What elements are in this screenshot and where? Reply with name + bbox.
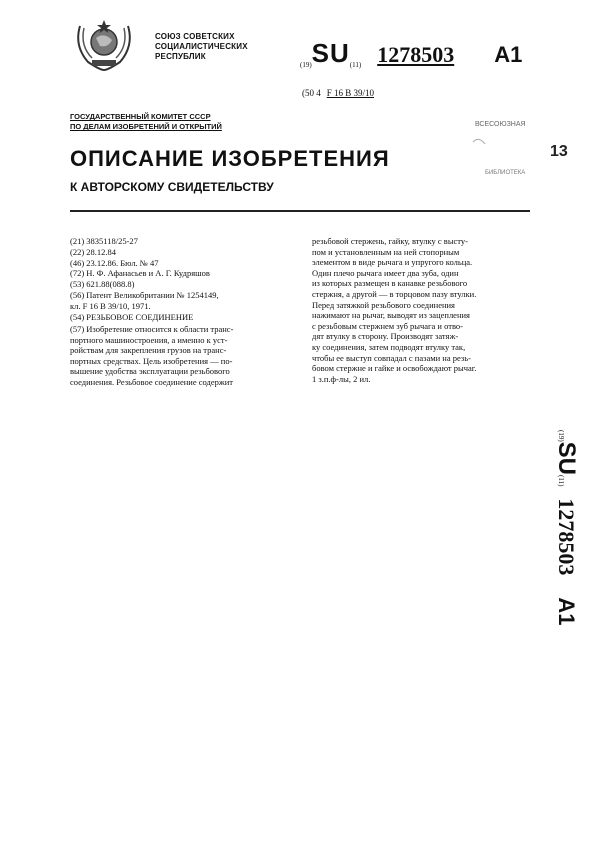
ipc-prefix: (50 4: [302, 88, 321, 98]
inid-code: (21): [70, 236, 85, 246]
side-publication-number: [540, 430, 580, 670]
stamp-number: 13: [550, 143, 568, 160]
inid-code: (54): [70, 311, 85, 322]
inid-code: (53): [70, 279, 85, 290]
biblio-row: [70, 279, 302, 290]
side-patent-number: 1278503: [554, 498, 579, 576]
country-name-line: СОЮЗ СОВЕТСКИХ: [155, 32, 235, 41]
abstract-line: стержня, а другой — в торцовом пазу втулки.: [312, 288, 477, 299]
abstract-line: Один плечо рычага имеет два зуба, один: [312, 267, 459, 278]
abstract-line: пом и установленным на ней стопорным: [312, 246, 460, 257]
abstract-right-column: [312, 236, 544, 384]
issuing-committee: [70, 112, 222, 132]
publication-number: [300, 38, 522, 72]
abstract-line: соединения. Резьбовое соединение содержит: [70, 376, 233, 387]
abstract-left-column: [70, 324, 302, 388]
country-name-line: СОЦИАЛИСТИЧЕСКИХ: [155, 42, 248, 51]
stamp-line-3: БИБЛИОТЕКА: [485, 170, 526, 176]
abstract-line: элементом в виде рычага и упругого кольца.: [312, 257, 473, 268]
biblio-value: 23.12.86. Бюл. № 47: [86, 257, 159, 268]
abstract-line: с резьбовым стержнем зуб рычага и отво-: [312, 320, 463, 331]
ussr-emblem: [70, 18, 138, 72]
biblio-row: [70, 236, 302, 247]
bibliographic-data: [70, 236, 302, 322]
inid-code-11: (11): [349, 61, 362, 69]
document-title: ОПИСАНИЕ ИЗОБРЕТЕНИЯ: [70, 146, 390, 171]
abstract-line: резьбовой стержень, гайку, втулку с высту-: [312, 236, 468, 246]
side-kind-code: A1: [554, 597, 579, 626]
biblio-value: Патент Великобритании № 1254149,: [86, 289, 219, 300]
biblio-row: [70, 290, 302, 301]
inid-code: (46): [70, 257, 85, 268]
side-country-code: SU: [553, 441, 580, 476]
committee-line: ГОСУДАРСТВЕННЫЙ КОМИТЕТ СССР: [70, 112, 211, 121]
library-stamp: [455, 112, 575, 182]
abstract-line: вышение удобства эксплуатации резьбового: [70, 366, 230, 377]
stamp-line-1: ВСЕСОЮЗНАЯ: [475, 121, 526, 128]
document-subtitle: К АВТОРСКОМУ СВИДЕТЕЛЬСТВУ: [70, 180, 274, 194]
committee-line: ПО ДЕЛАМ ИЗОБРЕТЕНИЙ И ОТКРЫТИЙ: [70, 122, 222, 131]
header-divider: [70, 210, 530, 212]
abstract-line: портного машиностроения, а именно к уст-: [70, 334, 228, 345]
abstract-line: бовом стержне и гайке и освобождают рычаг.: [312, 363, 477, 374]
abstract-line: ройствам для закрепления грузов на транс-: [70, 345, 227, 356]
ipc-classification: [302, 88, 374, 98]
biblio-value: Н. Ф. Афанасьев и А. Г. Кудряшов: [86, 268, 210, 279]
abstract-line: дят втулку в сторону. Производят затяж-: [312, 331, 459, 342]
abstract-line: нажимают на рычаг, выводят из зацепления: [312, 310, 470, 321]
biblio-value: 3835118/25-27: [86, 236, 138, 246]
biblio-row: [70, 258, 302, 269]
abstract-line: 1 з.п.ф-лы, 2 ил.: [312, 373, 371, 384]
inid-code: (56): [70, 289, 85, 300]
inid-code: (22): [70, 246, 85, 257]
biblio-row: [70, 247, 302, 258]
biblio-row: [70, 312, 302, 323]
biblio-value: 28.12.84: [86, 246, 117, 257]
ipc-class: F 16 B 39/10: [326, 88, 375, 98]
abstract-line: (57) Изобретение относится к области транс-: [70, 324, 234, 334]
biblio-value: 621.88(088.8): [86, 279, 135, 290]
biblio-row: [70, 301, 302, 312]
abstract-line: Перед затяжкой резьбового соединения: [312, 299, 455, 310]
side-inid-code-11: (11): [557, 475, 565, 487]
abstract-line: ку соединения, затем подводят втулку так,: [312, 341, 466, 352]
abstract-line: чтобы ее выступ совпадал с пазами на резь-: [312, 352, 471, 363]
country-code: SU: [311, 38, 350, 68]
biblio-row: [70, 268, 302, 279]
kind-code: A1: [494, 42, 523, 67]
country-name-line: РЕСПУБЛИК: [155, 52, 206, 61]
abstract-line: из которых размещен в канавке резьбового: [312, 278, 468, 289]
abstract-line: портных средствах. Цель изобретения — по-: [70, 355, 233, 366]
patent-number: 1278503: [377, 42, 455, 67]
inid-code: (72): [70, 268, 85, 279]
biblio-value: кл. F 16 B 39/10, 1971.: [70, 300, 151, 311]
side-inid-code-19: (19): [557, 430, 565, 442]
invention-title: РЕЗЬБОВОЕ СОЕДИНЕНИЕ: [86, 311, 194, 322]
inid-code-19: (19): [300, 61, 312, 69]
country-name: [155, 32, 248, 62]
